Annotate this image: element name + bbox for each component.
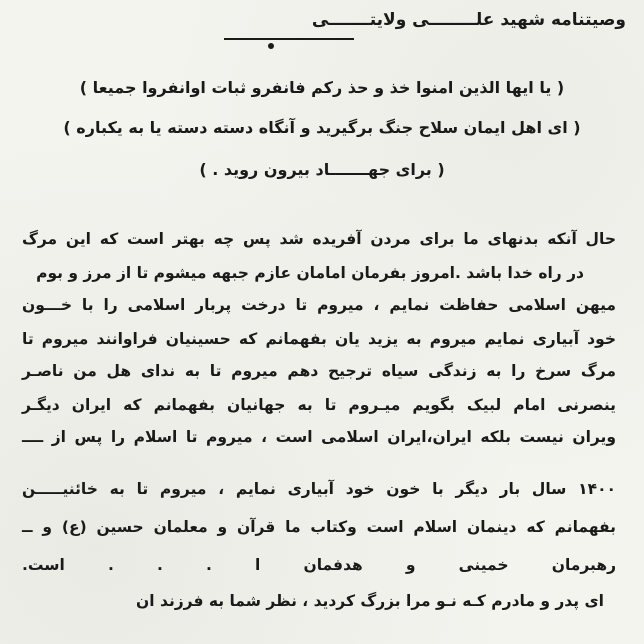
body-text-line: رهبرمان خمینی و هدفمان ا . . . است.	[22, 556, 616, 574]
quran-verse-line: ( یا ایها الذین امنوا خذ و حذ رکم فانفرو ثبات اوانفروا جمیعا )	[79, 78, 565, 97]
body-text-line: در راه خدا باشد .امروز بفرمان امامان عازم جبهه میشوم تا از مرز و بوم	[36, 264, 584, 282]
title-dot	[268, 43, 274, 49]
body-text-line: ویران نیست بلکه ایران،ایران اسلامی است ، میروم تا اسلام را پس از ــــ	[22, 428, 616, 446]
body-text-line: میهن اسلامی حفاظت نمایم ، میروم تا درخت پربار اسلامی را با خـــون	[22, 296, 616, 314]
body-text-line: خود آبیاری نمایم میروم به یزید یان بفهمانم که حسینیان فراوانند میروم تا	[22, 330, 616, 348]
body-text-line: ای پدر و مادرم کـه نـو مرا بزرگ کردید ، نظر شما به فرزند ان	[136, 592, 604, 610]
verse-translation-line: ( ای اهل ایمان سلاح جنگ برگیرید و آنگاه دسته دسته یا به یکباره )	[63, 118, 581, 137]
title-underline	[224, 38, 354, 40]
page-title: وصیتنامه شهید علــــــــی ولایتـــــــی	[311, 10, 626, 30]
body-text-line: مرگ سرخ را به زندگی سیاه ترجیح دهم میروم تا به ندای هل من ناصـر	[22, 362, 616, 380]
body-text-line: ینصرنی امام لبیک بگویم میـروم تا به جهانیان بفهمانم که ایران دیگـر	[22, 396, 616, 414]
verse-translation-line: ( برای جهـــــــاد بیرون روید . )	[199, 160, 445, 179]
body-text-line: بفهمانم که دینمان اسلام است وکتاب ما قرآن و معلمان حسین (ع) و ــ	[22, 518, 616, 536]
body-text-line: حال آنکه بدنهای ما برای مردن آفریده شد پس چه بهتر است که این مرگ	[22, 230, 616, 248]
body-text-line: ۱۴۰۰ سال بار دیگر با خون خود آبیاری نمایم ، میروم تا به خائنیـــــن	[22, 480, 616, 498]
